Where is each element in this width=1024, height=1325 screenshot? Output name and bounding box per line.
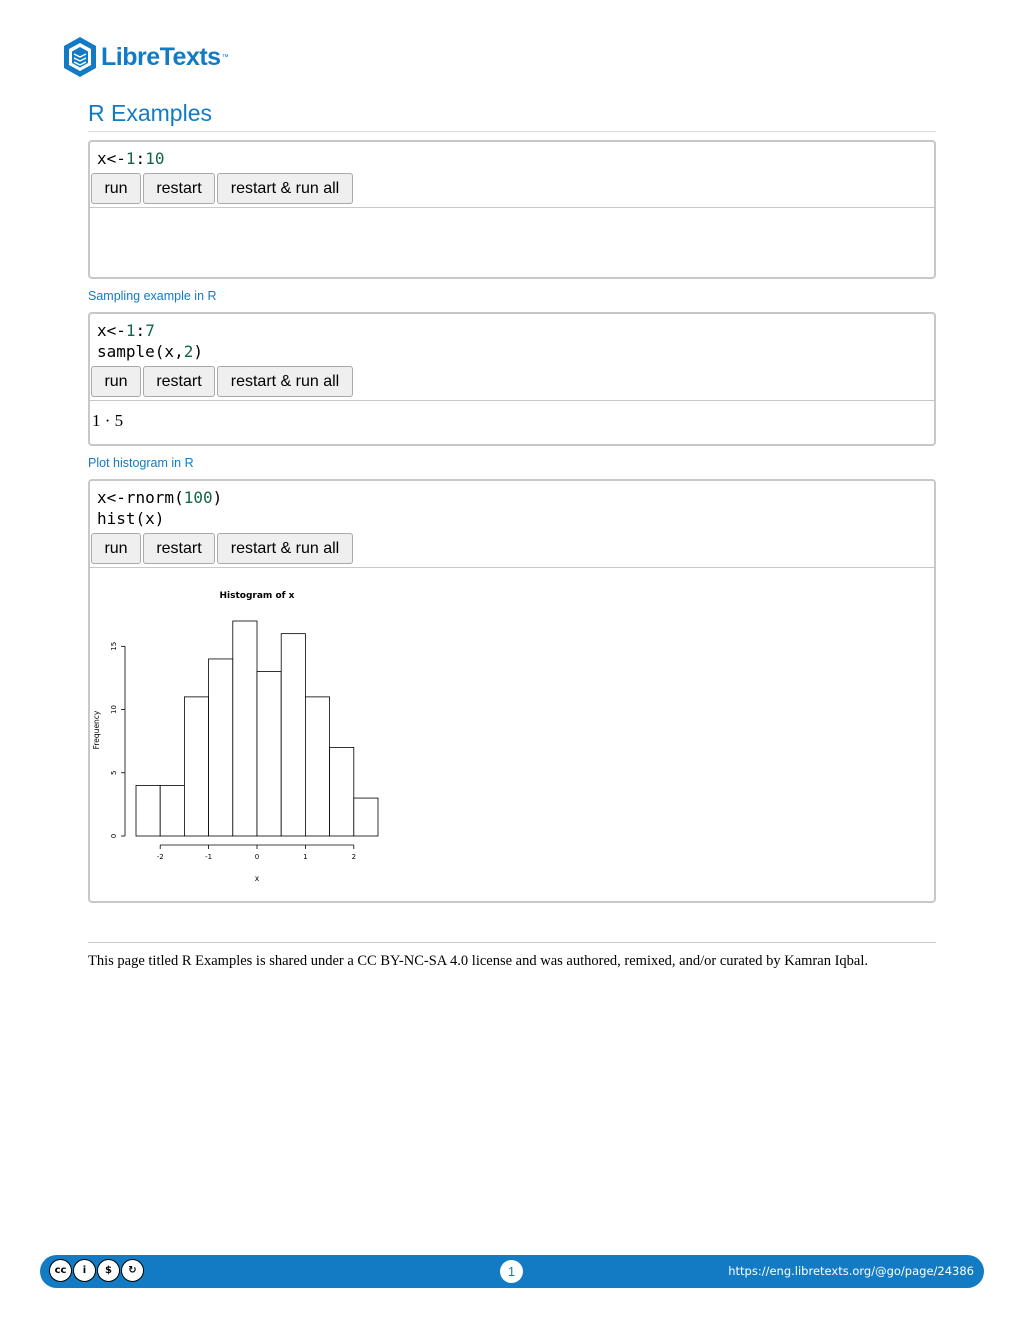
cell-output-2: [90, 401, 934, 431]
restart-button[interactable]: restart: [143, 533, 215, 564]
code-token: :: [135, 149, 146, 168]
y-axis-label: Frequency: [92, 710, 101, 750]
by-icon: i: [73, 1259, 96, 1282]
restart-run-all-button[interactable]: restart & run all: [217, 366, 353, 397]
code-number: 7: [145, 321, 155, 340]
code-number: 2: [183, 342, 194, 361]
nc-icon: $: [97, 1259, 120, 1282]
histogram-bar: [354, 798, 378, 836]
histogram-bar: [330, 747, 354, 836]
histogram-bar: [184, 697, 208, 836]
x-tick-label: 0: [254, 853, 260, 861]
cell-toolbar: [90, 364, 934, 401]
code-number: 10: [145, 149, 165, 168]
footer-bar: [40, 1255, 984, 1288]
code-token: :: [135, 321, 146, 340]
x-tick-label: 1: [303, 853, 308, 861]
output-text: 1 · 5: [92, 411, 124, 430]
cell-output-3: [90, 568, 934, 893]
cell-toolbar: [90, 531, 934, 568]
y-tick-label: 5: [110, 770, 118, 775]
histogram-bar: [233, 621, 257, 836]
code-token: hist(x): [97, 509, 165, 528]
code-token: x<-rnorm(: [97, 488, 184, 507]
histogram-bar: [305, 697, 329, 836]
license-text: This page titled R Examples is shared under a CC BY-NC-SA 4.0 license and was authored, remixed, and/or curated by Kamran Iqbal.: [88, 953, 868, 969]
license-divider: [88, 942, 936, 943]
code-token: ): [193, 342, 203, 361]
code-editor-2[interactable]: [90, 314, 934, 364]
logo-text: LibreTexts: [101, 42, 221, 71]
histogram-bar: [281, 634, 305, 836]
code-number: 100: [183, 488, 213, 507]
logo-trademark: ™: [221, 53, 229, 61]
code-editor-1[interactable]: [90, 142, 934, 171]
caption-sampling: Sampling example in R: [88, 289, 217, 303]
code-cell-1: [88, 140, 936, 279]
histogram-bar: [257, 672, 281, 836]
histogram-bar: [136, 785, 160, 836]
histogram-chart: [90, 568, 400, 893]
run-button[interactable]: run: [91, 533, 141, 564]
page-number: 1: [500, 1260, 523, 1283]
histogram-bar: [160, 785, 184, 836]
restart-button[interactable]: restart: [143, 173, 215, 204]
y-tick-label: 15: [110, 641, 118, 651]
x-tick-label: 2: [351, 853, 357, 861]
code-token: sample(x,: [97, 342, 184, 361]
code-cell-3: [88, 479, 936, 903]
x-axis-label: x: [254, 874, 260, 883]
code-token: x<-: [97, 149, 126, 168]
y-tick-label: 0: [110, 833, 118, 839]
code-editor-3[interactable]: [90, 481, 934, 531]
cell-toolbar: [90, 171, 934, 208]
x-tick-label: -2: [156, 853, 164, 861]
libretexts-logo-icon: [62, 36, 98, 78]
code-number: 1: [125, 321, 136, 340]
histogram-bar: [209, 659, 233, 836]
x-tick-label: -1: [205, 853, 213, 861]
code-cell-2: [88, 312, 936, 446]
y-tick-label: 10: [110, 705, 118, 714]
libretexts-logo[interactable]: [62, 36, 229, 78]
run-button[interactable]: run: [91, 366, 141, 397]
code-token: x<-: [97, 321, 126, 340]
run-button[interactable]: run: [91, 173, 141, 204]
page-title: R Examples: [88, 100, 936, 132]
restart-run-all-button[interactable]: restart & run all: [217, 533, 353, 564]
code-number: 1: [125, 149, 136, 168]
cc-license-badge[interactable]: [49, 1259, 145, 1282]
restart-run-all-button[interactable]: restart & run all: [217, 173, 353, 204]
chart-title: Histogram of x: [219, 591, 295, 601]
cc-icon: cc: [49, 1259, 72, 1282]
page-url-link[interactable]: https://eng.libretexts.org/@go/page/24386: [728, 1264, 974, 1278]
restart-button[interactable]: restart: [143, 366, 215, 397]
sa-icon: ↻: [121, 1259, 144, 1282]
code-token: ): [212, 488, 223, 507]
caption-histogram: Plot histogram in R: [88, 456, 194, 470]
